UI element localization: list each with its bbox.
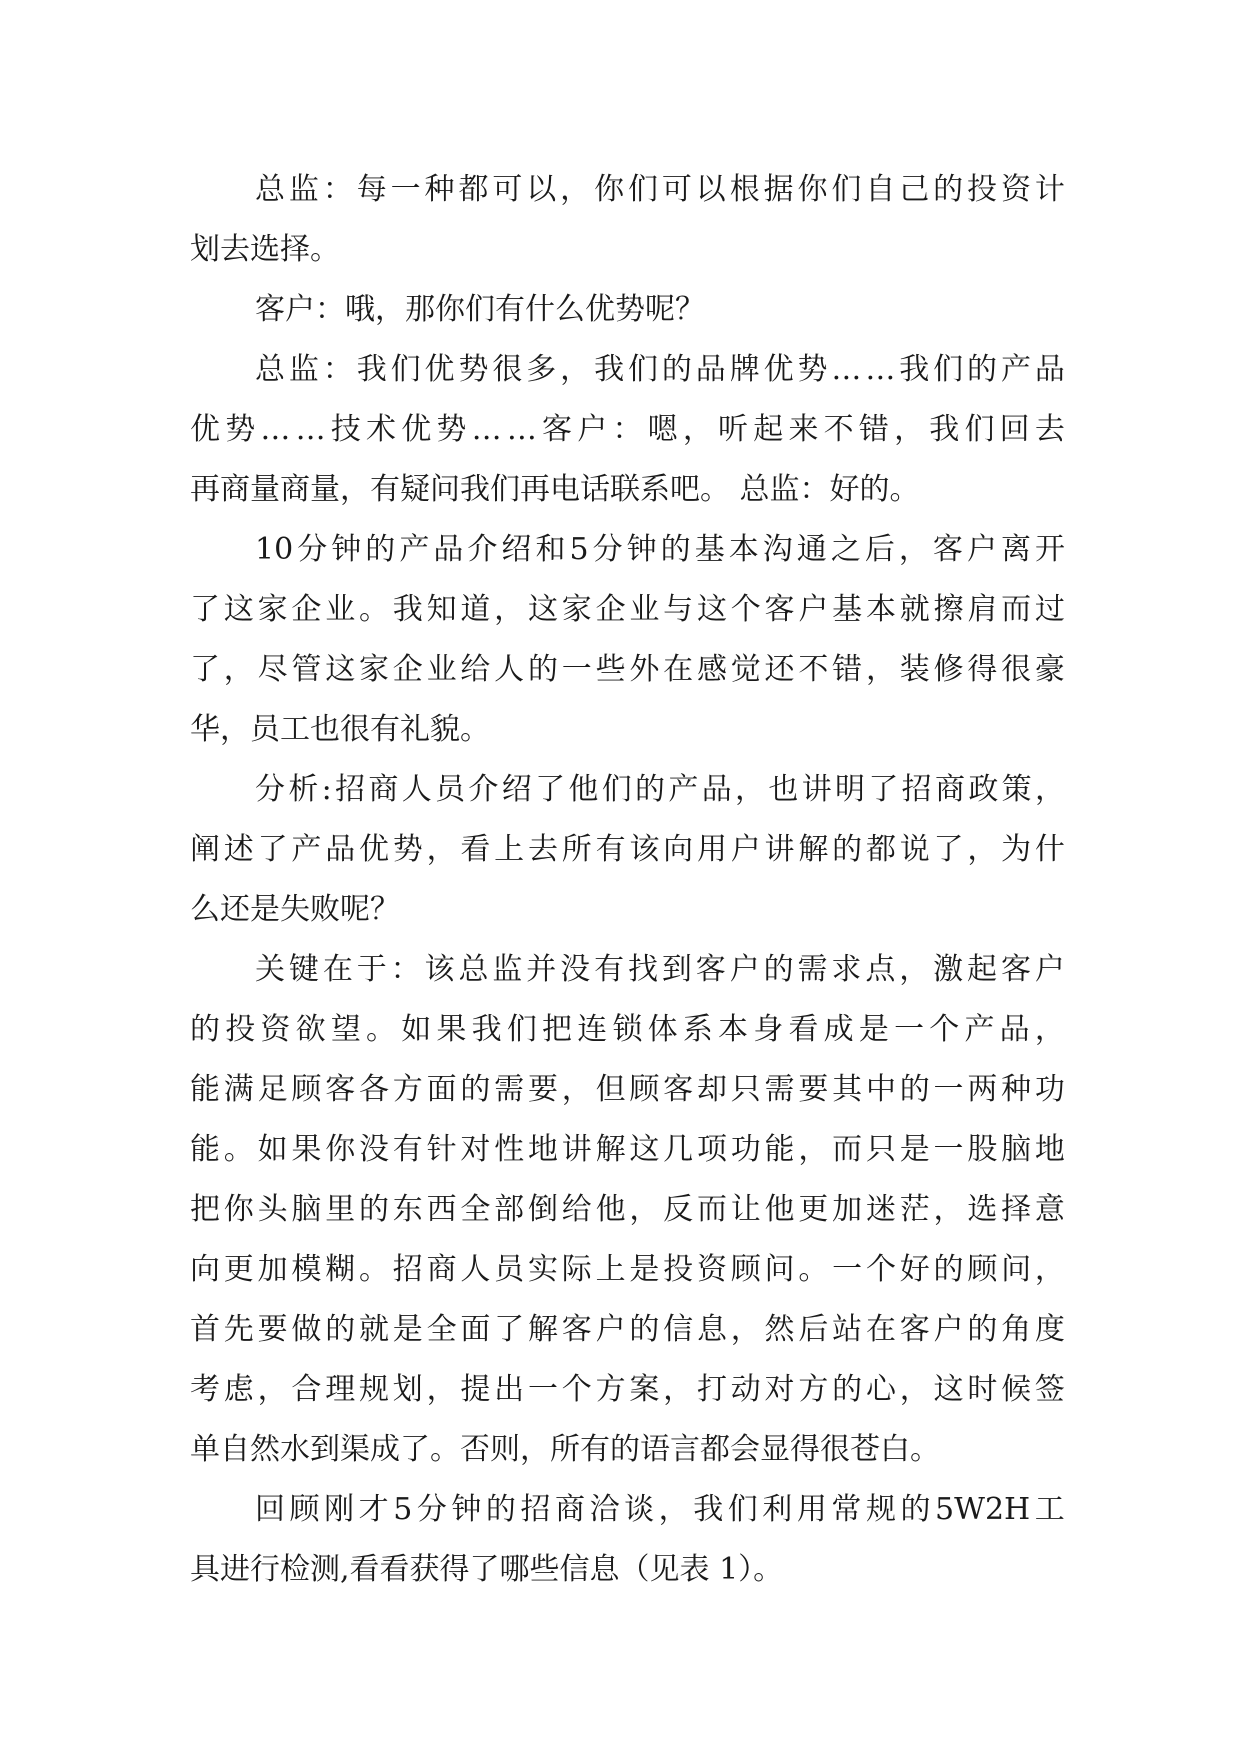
- text-line: 分 析 : 招 商 人 员 介 绍 了 他 们 的 产 品 ， 也 讲 明 了 招 商 政 策 ，: [255, 772, 1065, 807]
- text-line: 把 你 头 脑 里 的 东 西 全 部 倒 给 他 ， 反 而 让 他 更 加 迷 茫 ， 选 择 意: [190, 1192, 1065, 1227]
- text-line: 首 先 要 做 的 就 是 全 面 了 解 客 户 的 信 息 ， 然 后 站 在 客 户 的 角 度: [190, 1312, 1065, 1347]
- text-line: 能 。 如 果 你 没 有 针 对 性 地 讲 解 这 几 项 功 能 ， 而 只 是 一 股 脑 地: [190, 1132, 1065, 1167]
- text-line: 了 这 家 企 业 。 我 知 道 ， 这 家 企 业 与 这 个 客 户 基 本 就 擦 肩 而 过: [190, 592, 1065, 627]
- text-line: 的 投 资 欲 望 。 如 果 我 们 把 连 锁 体 系 本 身 看 成 是 一 个 产 品 ，: [190, 1012, 1065, 1047]
- text-line: 总 监 ： 每 一 种 都 可 以 ， 你 们 可 以 根 据 你 们 自 己 的 投 资 计: [255, 172, 1065, 207]
- text-line: 具进行检测,看看获得了哪些信息（见表 1）。: [190, 1552, 784, 1587]
- text-line: 划去选择。: [190, 232, 340, 267]
- text-line: 能 满 足 顾 客 各 方 面 的 需 要 ， 但 顾 客 却 只 需 要 其 中 的 一 两 种 功: [190, 1072, 1065, 1107]
- text-line: 回 顾 刚 才 5 分 钟 的 招 商 洽 谈 ， 我 们 利 用 常 规 的 5W2H 工: [255, 1492, 1065, 1527]
- text-line: 阐 述 了 产 品 优 势 ， 看 上 去 所 有 该 向 用 户 讲 解 的 都 说 了 ， 为 什: [190, 832, 1065, 867]
- text-line: 么还是失败呢？: [190, 892, 400, 927]
- text-line: 再商量商量，有疑问我们再电话联系吧。 总监：好的。: [190, 472, 920, 507]
- text-line: 华，员工也很有礼貌。: [190, 712, 490, 747]
- text-line: 总 监 ： 我 们 优 势 很 多 ， 我 们 的 品 牌 优 势 … … 我 们 的 产 品: [255, 352, 1065, 387]
- text-line: 向 更 加 模 糊 。 招 商 人 员 实 际 上 是 投 资 顾 问 。 一 个 好 的 顾 问 ，: [190, 1252, 1065, 1287]
- text-line: 考 虑 ， 合 理 规 划 ， 提 出 一 个 方 案 ， 打 动 对 方 的 心 ， 这 时 候 签: [190, 1372, 1065, 1407]
- text-line: 关 键 在 于 ： 该 总 监 并 没 有 找 到 客 户 的 需 求 点 ， 激 起 客 户: [255, 952, 1065, 987]
- text-line: 单自然水到渠成了。否则，所有的语言都会显得很苍白。: [190, 1432, 940, 1467]
- text-line: 客户：哦，那你们有什么优势呢？: [255, 292, 705, 327]
- text-line: 优 势 … … 技 术 优 势 … … 客 户 ： 嗯 ， 听 起 来 不 错 ， 我 们 回 去: [190, 412, 1065, 447]
- text-line: 了 ， 尽 管 这 家 企 业 给 人 的 一 些 外 在 感 觉 还 不 错 ， 装 修 得 很 豪: [190, 652, 1065, 687]
- body-text: [190, 160, 1065, 1600]
- text-line: 10 分 钟 的 产 品 介 绍 和 5 分 钟 的 基 本 沟 通 之 后 ， 客 户 离 开: [255, 532, 1065, 567]
